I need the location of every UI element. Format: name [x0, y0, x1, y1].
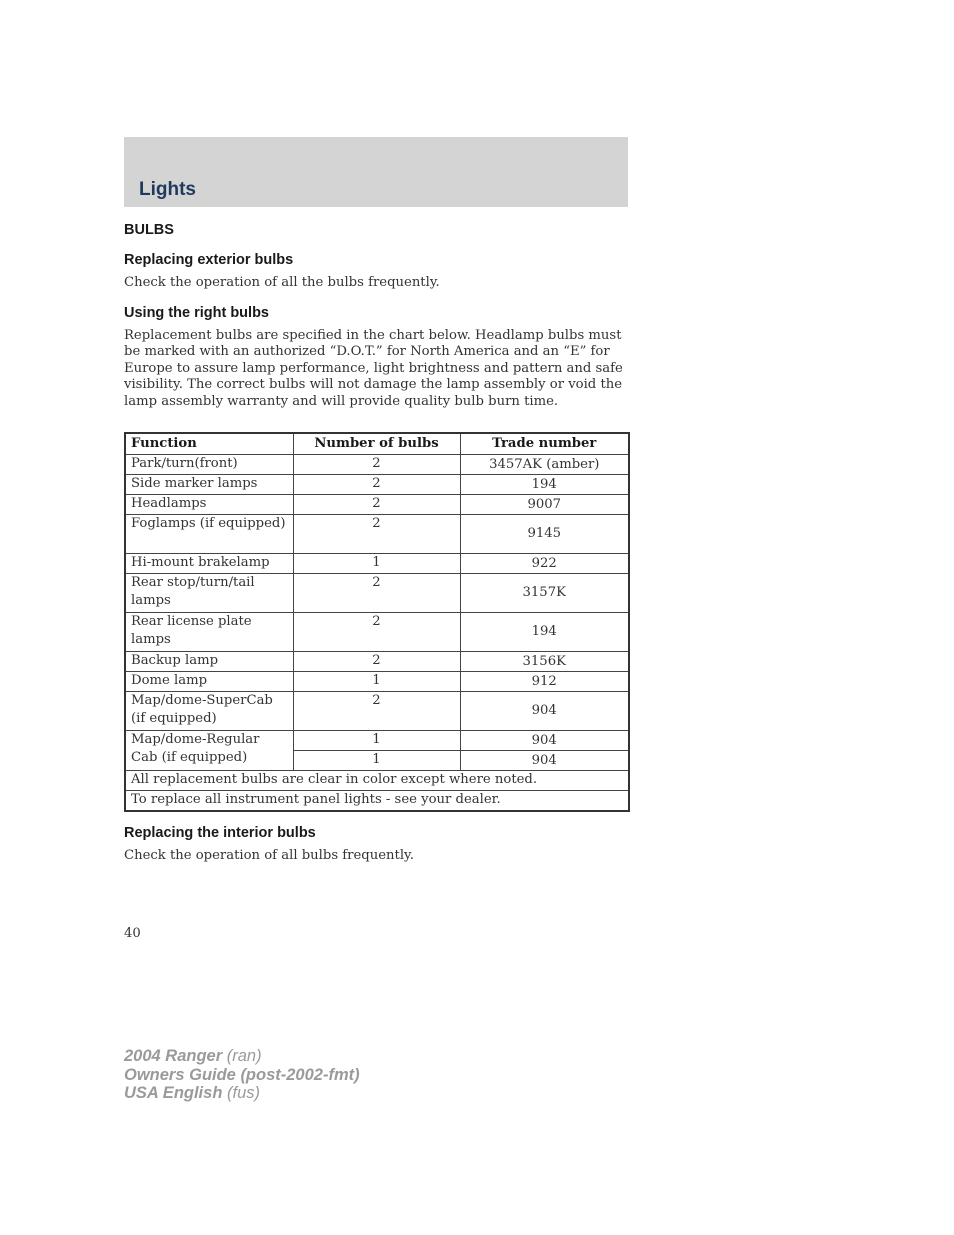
cell-function: Park/turn(front)	[125, 455, 293, 475]
cell-trade: 912	[460, 672, 629, 692]
cell-function: Side marker lamps	[125, 475, 293, 495]
table-note-row	[125, 771, 629, 791]
cell-trade: 194	[460, 475, 629, 495]
table-header-row	[125, 433, 629, 455]
table-note-row	[125, 791, 629, 812]
table-row	[125, 574, 629, 613]
cell-trade: 3457AK (amber)	[460, 455, 629, 475]
cell-trade: 904	[460, 692, 629, 731]
footer-model: 2004 Ranger	[124, 1047, 223, 1065]
document-footer	[124, 1047, 360, 1103]
cell-function: Backup lamp	[125, 652, 293, 672]
cell-count: 2	[293, 475, 460, 495]
cell-trade: 9145	[460, 515, 629, 554]
cell-count: 1	[293, 731, 460, 751]
header-trade-number: Trade number	[460, 433, 629, 455]
bulbs-table	[124, 432, 630, 812]
cell-function: Foglamps (if equipped)	[125, 515, 293, 554]
cell-count: 2	[293, 495, 460, 515]
cell-trade: 9007	[460, 495, 629, 515]
table-row	[125, 515, 629, 554]
cell-trade: 922	[460, 554, 629, 574]
cell-function: Map/dome-Regular Cab (if equipped)	[125, 731, 293, 771]
cell-count: 2	[293, 652, 460, 672]
cell-count: 2	[293, 574, 460, 613]
cell-count: 1	[293, 554, 460, 574]
header-function: Function	[125, 433, 293, 455]
cell-function: Hi-mount brakelamp	[125, 554, 293, 574]
cell-count: 2	[293, 613, 460, 652]
cell-trade: 904	[460, 731, 629, 751]
cell-function: Dome lamp	[125, 672, 293, 692]
footer-line-model	[124, 1047, 360, 1066]
table-row	[125, 652, 629, 672]
cell-trade: 3156K	[460, 652, 629, 672]
cell-count: 1	[293, 672, 460, 692]
table-row	[125, 475, 629, 495]
cell-count: 2	[293, 455, 460, 475]
cell-function: Headlamps	[125, 495, 293, 515]
cell-count: 2	[293, 515, 460, 554]
table-row	[125, 455, 629, 475]
table-row	[125, 692, 629, 731]
footer-model-code: (ran)	[226, 1047, 262, 1065]
right-bulbs-heading: Using the right bulbs	[124, 305, 269, 321]
section-header-band	[124, 137, 628, 207]
footer-line-language	[124, 1084, 360, 1103]
cell-function: Map/dome-SuperCab (if equipped)	[125, 692, 293, 731]
note-instrument-panel: To replace all instrument panel lights - see your dealer.	[125, 791, 629, 812]
page-number: 40	[124, 926, 141, 941]
page-title: Lights	[139, 179, 196, 200]
cell-function: Rear license plate lamps	[125, 613, 293, 652]
interior-heading: Replacing the interior bulbs	[124, 825, 316, 841]
table-row	[125, 613, 629, 652]
interior-text: Check the operation of all bulbs frequently.	[124, 848, 414, 863]
table-row	[125, 672, 629, 692]
exterior-heading: Replacing exterior bulbs	[124, 252, 294, 268]
footer-language-code: (fus)	[227, 1084, 260, 1102]
footer-guide: Owners Guide (post-2002-fmt)	[124, 1065, 360, 1084]
cell-function: Rear stop/turn/tail lamps	[125, 574, 293, 613]
table-row	[125, 731, 629, 751]
footer-language: USA English	[124, 1084, 223, 1102]
exterior-text: Check the operation of all the bulbs frequently.	[124, 275, 440, 290]
cell-trade: 3157K	[460, 574, 629, 613]
cell-trade: 194	[460, 613, 629, 652]
table-row	[125, 554, 629, 574]
table-row	[125, 495, 629, 515]
section-title: BULBS	[124, 222, 174, 238]
header-number-of-bulbs: Number of bulbs	[293, 433, 460, 455]
note-color: All replacement bulbs are clear in color except where noted.	[125, 771, 629, 791]
cell-count: 2	[293, 692, 460, 731]
right-bulbs-text: Replacement bulbs are specified in the chart below. Headlamp bulbs must be marked with an authorized “D.O.T.” for North America and an “E” for Europe to assure lamp performance, light brightness and pattern and safe visibility. The correct bulbs will not damage the lamp assembly or void the lamp assembly warranty and will provide quality bulb burn time.	[124, 328, 623, 409]
cell-count: 1	[293, 751, 460, 771]
cell-trade: 904	[460, 751, 629, 771]
